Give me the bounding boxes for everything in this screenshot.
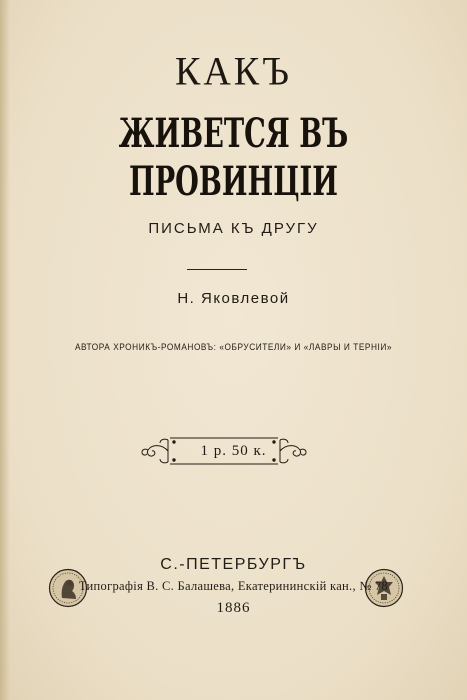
price: 1 р. 50 к. — [200, 443, 267, 459]
imprint-year: 1886 — [216, 600, 251, 616]
page-edge-shadow — [0, 0, 10, 700]
title-line-2: ЖИВЕТСЯ ВЪ ПРОВИНЦІИ — [118, 110, 349, 205]
imprint-city: С.-ПЕТЕРБУРГЪ — [160, 556, 307, 573]
author-note: АВТОРА ХРОНИКЪ-РОМАНОВЪ: «ОБРУСИТЕЛИ» И «ЛАВРЫ И ТЕРНІИ» — [74, 342, 393, 352]
author-name: Н. Яковлевой — [177, 290, 290, 307]
divider-rule — [187, 269, 247, 270]
subtitle: ПИСЬМА КЪ ДРУГУ — [148, 220, 319, 237]
imprint-press: Типографія В. С. Балашева, Екатерининскій кан., № 78 — [78, 579, 389, 593]
title-line-1: КАКЪ — [175, 49, 292, 95]
